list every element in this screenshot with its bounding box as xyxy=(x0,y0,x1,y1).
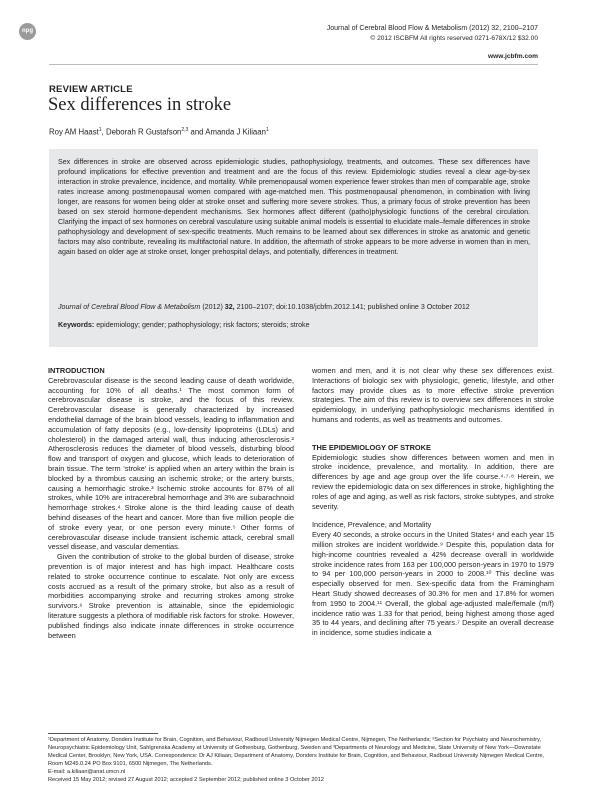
citation-doi[interactable]: 2100–2107; doi:10.1038/jcbfm.2012.141; published online 3 October 2012 xyxy=(234,303,470,311)
received-footnote: Received 15 May 2012; revised 27 August 2012; accepted 2 September 2012; published online 3 October 2012 xyxy=(48,776,324,783)
citation-line xyxy=(58,303,534,311)
npg-logo: npg xyxy=(19,23,36,40)
article-type: REVIEW ARTICLE xyxy=(49,84,133,95)
citation-volume: 32, xyxy=(224,303,235,311)
affiliations-footnote: ¹Department of Anatomy, Donders Institute for Brain, Cognition, and Behaviour, Radboud University Nijmegen Medical Centre, Nijmegen, The Netherlands; ²Section for Psychiatry and Neurochemistry, Neuropsychiatric Epidemiology Unit, Sahlgrenska Academy at University of Gothenburg, Gothenburg, Sweden and ³Departments of Neurology and Medicine, State University of New York—Downstate Medical Center, Brooklyn, New York, USA. Correspondence: Dr AJ Kiliaan, Department of Anatomy, Donders Institute for Brain, Cognition, and Behaviour, Radboud University Nijmegen Medical Centre, Room M245.0.24 PO Box 9101, 6500 Nijmegen, The Netherlands. xyxy=(48,737,545,767)
copyright-line: © 2012 ISCBFM All rights reserved 0271-678X/12 $32.00 xyxy=(370,35,538,42)
citation-year: (2012) xyxy=(200,303,225,311)
abstract-text: Sex differences in stroke are observed across epidemiologic studies, pathophysiology, treatments, and outcomes. These sex differences have profound implications for effective prevention and treatment and are the focus of this review. Epidemiologic studies reveal a clear age-by-sex interaction in stroke prevalence, incidence, and mortality. While premenopausal women experience fewer strokes than men of comparable age, stroke rates increase among postmenopausal women compared with age-matched men. This postmenopausal phenomenon, in combination with living longer, are reasons for women being older at stroke onset and suffering more severe strokes. Thus, a primary focus of stroke prevention has been based on sex steroid hormone-dependent mechanisms. Sex hormones affect different (patho)physiologic functions of the cerebral circulation. Clarifying the impact of sex hormones on cerebral vasculature using suitable animal models is essential to elucidate male–female differences in stroke pathophysiology and development of sex-specific treatments. Much remains to be learned about sex differences in stroke as anatomic and genetic factors may also contribute, revealing its multifactorial nature. In addition, the aftermath of stroke appears to be more adverse in women than in men, again based on older age at stroke onset, longer prehospital delays, and potentially, differences in treatment. xyxy=(58,158,530,257)
body-paragraph: Given the contribution of stroke to the global burden of disease, stroke prevention is of major interest and has high impact. Healthcare costs related to stroke occurrence continue to escalate. Not only are excess costs accrued as a result of the primary stroke, but also as a result of morbidities accompanying stroke and recurring strokes among stroke survivors.⁶ Stroke prevention is attainable, since the epidemiologic literature suggests a plethora of modifiable risk factors for stroke. However, published findings also indicate innate differences in stroke occurrence between xyxy=(48,552,294,640)
author-list xyxy=(49,127,269,137)
body-paragraph: Epidemiologic studies show differences between women and men in stroke incidence, prevalence, and mortality. In addition, there are differences by age and age group over the life course.⁴·⁷·⁸ Herein, we review the epidemiologic data on sex differences in stroke, highlighting the roles of age and aging, as well as risk factors, stroke subtypes, and stroke severity. xyxy=(312,452,554,511)
header-divider xyxy=(49,64,538,65)
left-column xyxy=(48,366,294,640)
email-footnote[interactable]: E-mail: a.kiliaan@anat.umcn.nl xyxy=(48,768,126,775)
author-separator: and xyxy=(188,127,206,137)
author-affiliation: 1 xyxy=(265,127,269,133)
author-name[interactable]: Deborah R Gustafson xyxy=(105,127,182,137)
body-paragraph: Every 40 seconds, a stroke occurs in the United States⁴ and each year 15 million strokes are incident worldwide.⁹ Despite this, population data for high-income countries revealed a 42% decrease overall in worldwide stroke incidence rates from 163 per 100,000 person-years in 1970 to 1979 to 94 per 100,000 person-years in 2000 to 2008.¹⁰ This decline was especially observed for men. Sex-specific data from the Framingham Heart Study showed decreases of 30.3% for men and 17.8% for women from 1950 to 2004.¹¹ Overall, the global age-adjusted male/female (m/f) incidence ratio was 1.33 for that period, being highest among those aged 35 to 44 years, and declining after 75 years.⁷ Despite an overall decrease in incidence, some studies indicate a xyxy=(312,530,554,638)
author-name[interactable]: Amanda J Kiliaan xyxy=(205,127,266,137)
keywords-label: Keywords: xyxy=(58,321,95,329)
body-paragraph: Cerebrovascular disease is the second leading cause of death worldwide, accounting for 10% of all deaths.¹ The most common form of cerebrovascular disease is stroke, and the focus of this review. Cerebrovascular disease is generally characterized by increased endothelial damage of the brain blood vessels, leading to inflammation and accumulation of fatty deposits (e.g., low-density lipoproteins (LDLs) and cholesterol) in the damaged arterial wall, thus inducing atherosclerosis.² Atherosclerosis reduces the diameter of blood vessels, disturbing blood flow and transport of oxygen and glucose, which leads to deterioration of brain tissue. The term ‘stroke’ is applied when an artery within the brain is blocked by a thrombus causing an ischemic stroke; or the artery bursts, causing a hemorrhagic stroke.³ Ischemic stroke accounts for 87% of all strokes, while 10% are intracerebral hemorrhage and 3% are subarachnoid hemorrhage strokes.⁴ Stroke alone is the third leading cause of death behind diseases of the heart and cancer. More than five million people die of stroke every year, or one person every minute.⁵ Other forms of cerebrovascular disease include transient ischemic attack, cerebral small vessel disease, and vascular dementias. xyxy=(48,375,294,552)
journal-line: Journal of Cerebral Blood Flow & Metabolism (2012) 32, 2100–2107 xyxy=(326,25,538,32)
article-title: Sex differences in stroke xyxy=(48,95,232,115)
citation-journal: Journal of Cerebral Blood Flow & Metabolism xyxy=(58,303,201,311)
section-heading: THE EPIDEMIOLOGY OF STROKE xyxy=(312,442,431,452)
body-paragraph: women and men, and it is not clear why these sex differences exist. Interactions of biologic sex with physiologic, genetic, lifestyle, and other factors may provide clues as to more effective stroke prevention strategies. The aim of this review is to overview sex differences in stroke epidemiology, in underlying pathophysiologic mechanisms identified in humans and rodents, as well as treatments and outcomes. xyxy=(312,366,554,424)
subsection-heading: Incidence, Prevalence, and Mortality xyxy=(312,520,432,530)
author-separator: , xyxy=(101,127,106,137)
keywords-list: epidemiology; gender; pathophysiology; risk factors; steroids; stroke xyxy=(94,321,310,329)
author-affiliation: 1 xyxy=(98,127,102,133)
journal-website-link[interactable]: www.jcbfm.com xyxy=(488,53,538,60)
keywords-line xyxy=(58,321,310,329)
author-name[interactable]: Roy AM Haast xyxy=(49,127,99,137)
footnote-divider xyxy=(48,733,158,734)
footnote-block xyxy=(48,737,554,784)
right-column xyxy=(312,366,554,638)
section-heading: INTRODUCTION xyxy=(48,366,105,375)
author-affiliation: 2,3 xyxy=(181,127,189,133)
